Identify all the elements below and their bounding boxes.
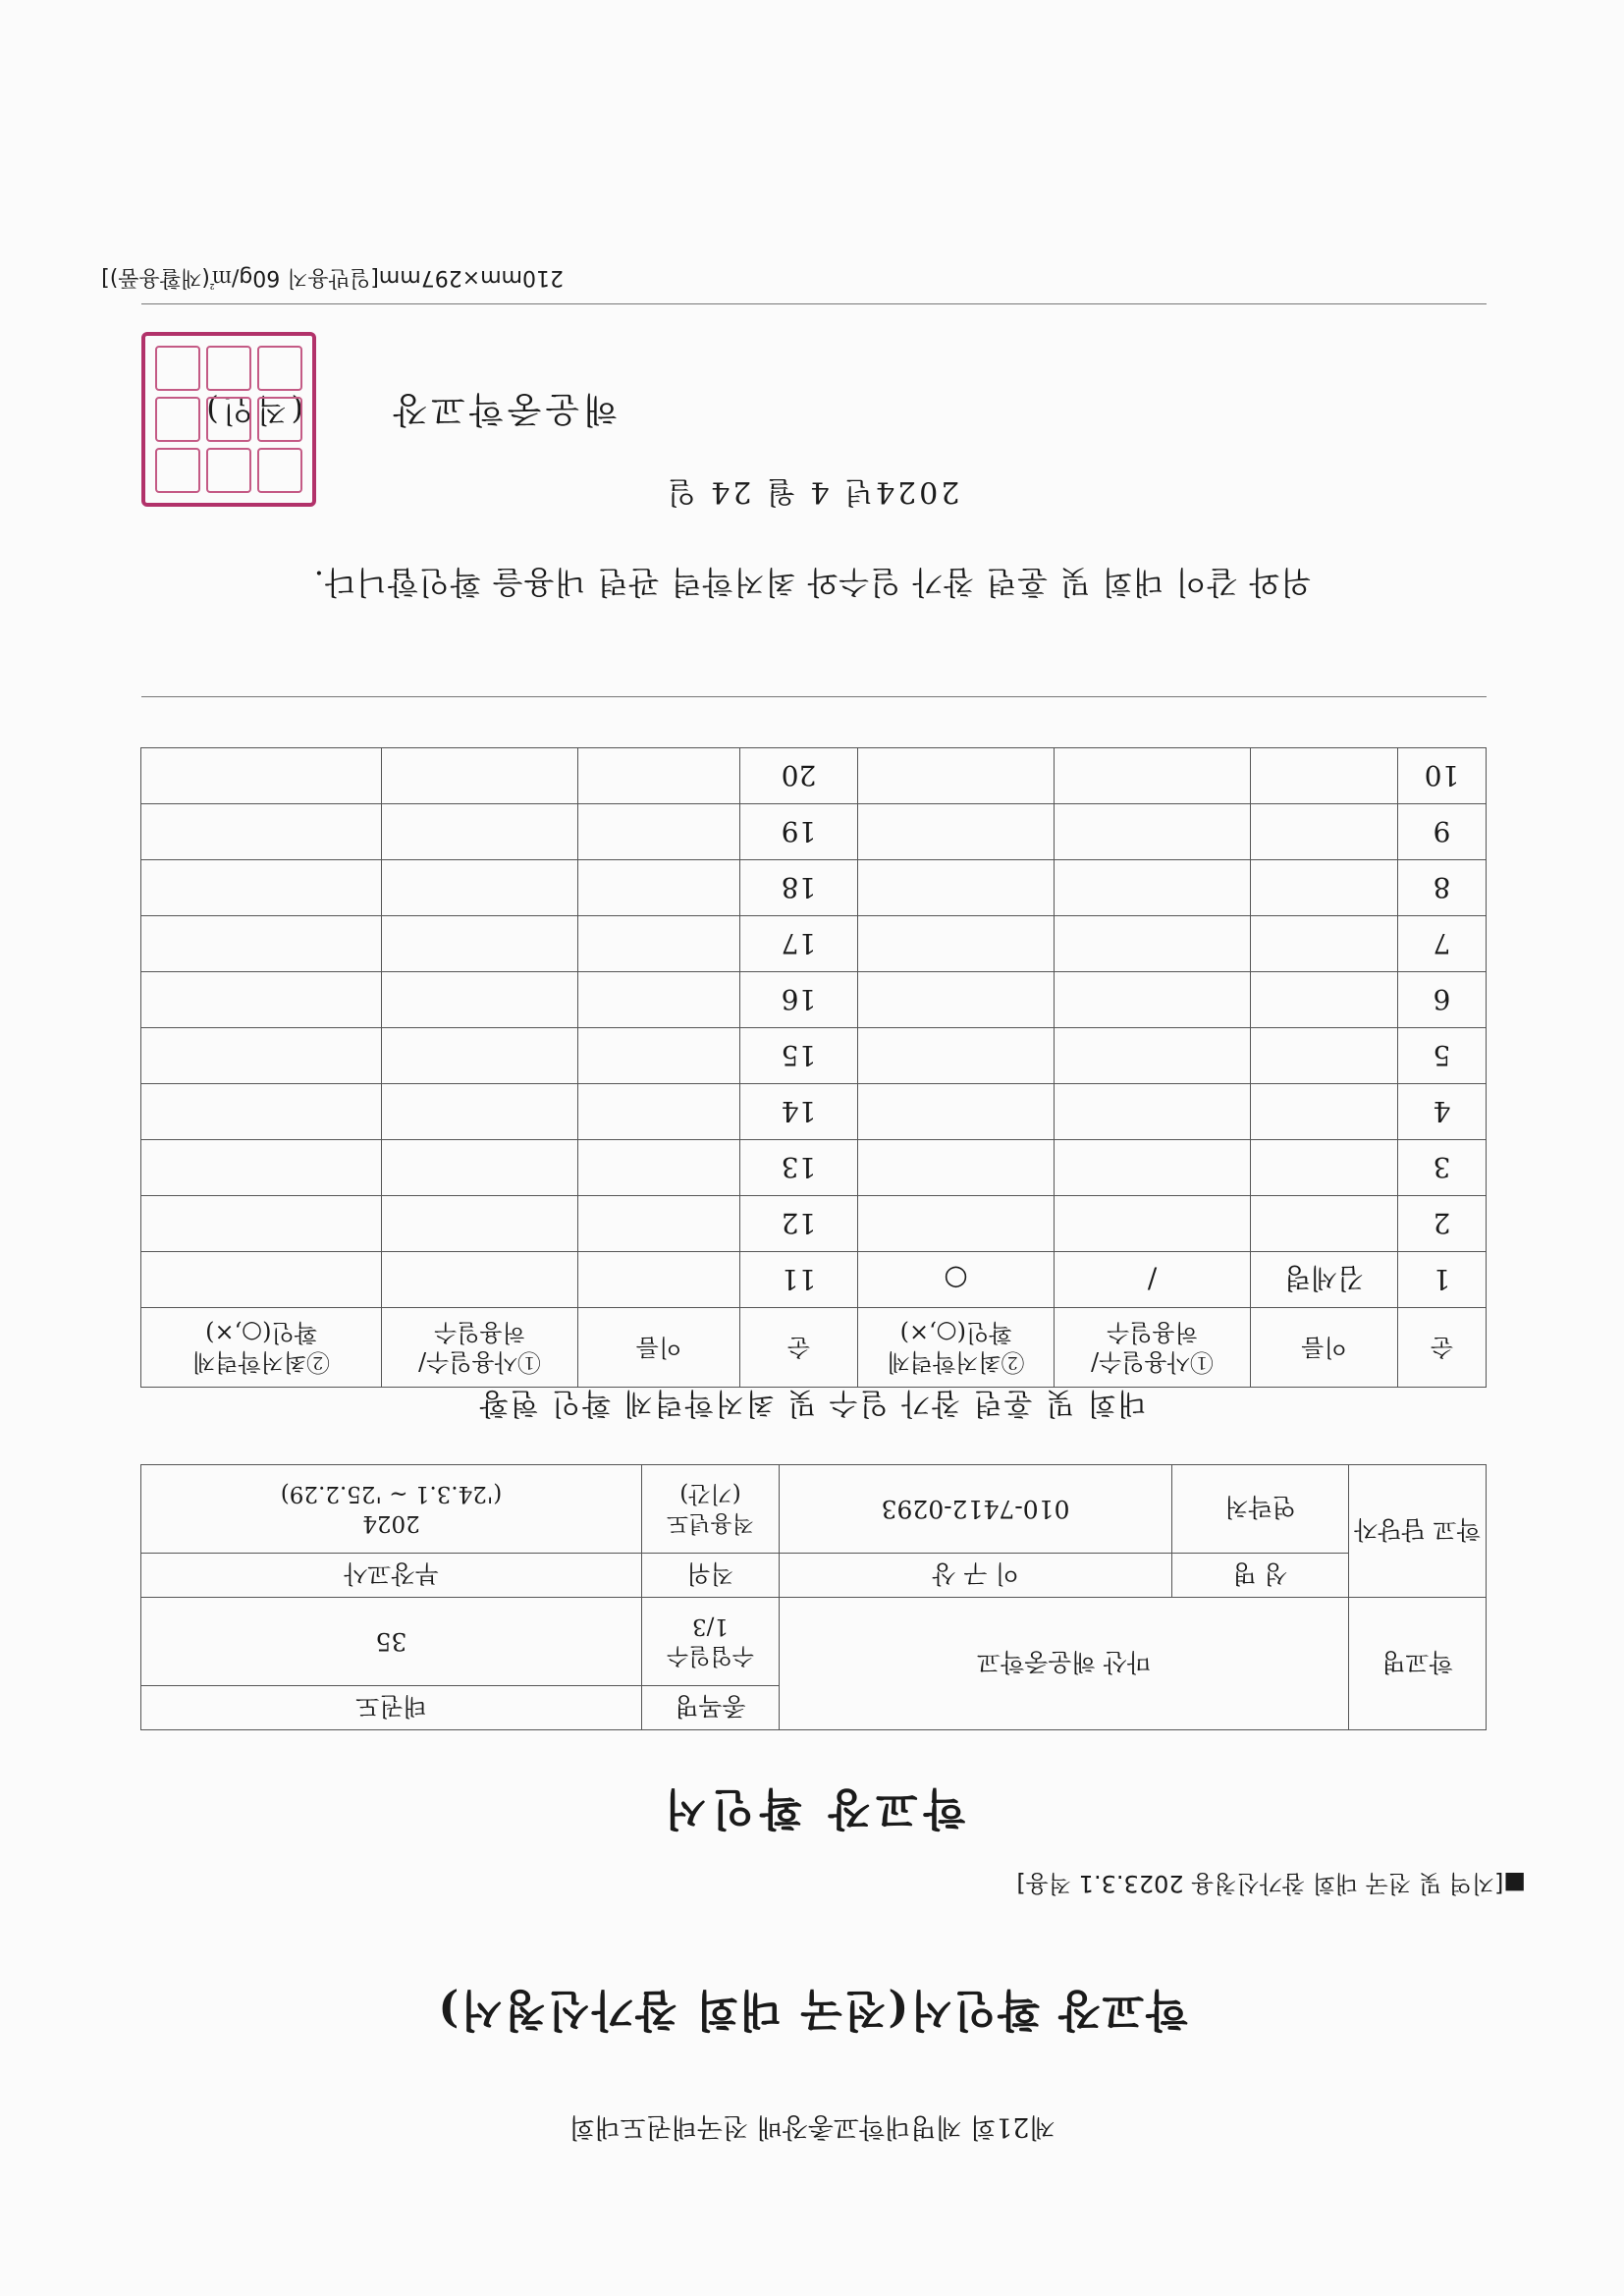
row-no-2: 15 <box>740 1028 858 1084</box>
row-name-2 <box>578 1028 740 1084</box>
table-row <box>141 1140 1487 1196</box>
col-min-2-line2: 확인(○,×) <box>205 1319 317 1346</box>
row-used <box>1055 1028 1251 1084</box>
row-used-2 <box>382 916 578 972</box>
row-no: 10 <box>1398 748 1487 804</box>
label-manager: 학교 담당자 <box>1349 1465 1487 1598</box>
section-title: 학교장 확인서 <box>658 1783 966 1833</box>
table-row <box>141 972 1487 1028</box>
row-min-2 <box>141 972 382 1028</box>
col-name-2: 이름 <box>578 1308 740 1388</box>
row-used-2 <box>382 748 578 804</box>
table-row <box>141 804 1487 860</box>
label-position: 직위 <box>642 1554 780 1598</box>
row-name <box>1251 860 1398 916</box>
row-used-2 <box>382 804 578 860</box>
row-used-2 <box>382 1028 578 1084</box>
row-min <box>858 748 1055 804</box>
row-used: / <box>1055 1252 1251 1308</box>
event-name: 제21회 제명대학교총장배 전국태권도대회 <box>568 2111 1056 2142</box>
row-min <box>858 1140 1055 1196</box>
row-used <box>1055 804 1251 860</box>
label-event: 종목명 <box>642 1686 780 1730</box>
row-no-2: 13 <box>740 1140 858 1196</box>
row-used <box>1055 1084 1251 1140</box>
row-min <box>858 860 1055 916</box>
row-used-2 <box>382 1084 578 1140</box>
manager-name: 이 구 상 <box>780 1554 1172 1598</box>
row-name-2 <box>578 748 740 804</box>
row-name <box>1251 1196 1398 1252</box>
application-note: ■[지역 및 전국 대회 참가신청용 2023.3.1 적용] <box>1016 1870 1526 1897</box>
row-min-2 <box>141 916 382 972</box>
label-period: (기간) <box>679 1481 741 1507</box>
school-name: 마산 해운중학교 <box>780 1598 1349 1730</box>
label-year: 적용년도 <box>667 1510 754 1537</box>
row-used <box>1055 1140 1251 1196</box>
table-row <box>141 748 1487 804</box>
col-used-2 <box>382 1308 578 1388</box>
row-used <box>1055 916 1251 972</box>
year-value: 2024 <box>362 1510 420 1537</box>
year-value-cell <box>141 1465 642 1554</box>
row-name <box>1251 1140 1398 1196</box>
col-used-2-line1: ①사용일수/ <box>418 1348 541 1376</box>
row-no-2: 19 <box>740 804 858 860</box>
label-contact: 연락처 <box>1172 1465 1349 1554</box>
row-used-2 <box>382 1140 578 1196</box>
label-school: 학교명 <box>1349 1598 1487 1730</box>
row-name <box>1251 1084 1398 1140</box>
row-no: 5 <box>1398 1028 1487 1084</box>
issue-date: 2024년 4 월 24 일 <box>664 474 960 509</box>
row-name-2 <box>578 860 740 916</box>
confirmation-text: 위와 같이 대회 및 훈련 참가 일수와 최저학력 관련 내용을 확인합니다. <box>312 564 1312 601</box>
document-title: 학교장 확인서(전국 대회 참가신청서) <box>436 1985 1188 2035</box>
row-name <box>1251 916 1398 972</box>
row-no-2: 17 <box>740 916 858 972</box>
position-value: 부장교사 <box>141 1554 642 1598</box>
row-no: 9 <box>1398 804 1487 860</box>
row-min-2 <box>141 1252 382 1308</box>
row-name <box>1251 804 1398 860</box>
row-name-2 <box>578 972 740 1028</box>
row-used-2 <box>382 860 578 916</box>
row-min-2 <box>141 1140 382 1196</box>
class-days-value: 1/3 <box>692 1613 730 1640</box>
row-no: 2 <box>1398 1196 1487 1252</box>
row-used <box>1055 972 1251 1028</box>
row-no: 3 <box>1398 1140 1487 1196</box>
row-min-2 <box>141 860 382 916</box>
row-no: 4 <box>1398 1084 1487 1140</box>
contact-value: 010-7412-0293 <box>780 1465 1172 1554</box>
row-min-2 <box>141 1196 382 1252</box>
col-no-2: 순 <box>740 1308 858 1388</box>
row-name-2 <box>578 1196 740 1252</box>
row-used <box>1055 748 1251 804</box>
col-min-line2: 확인(○,×) <box>899 1319 1012 1346</box>
row-name <box>1251 748 1398 804</box>
table-row <box>141 860 1487 916</box>
row-no-2: 14 <box>740 1084 858 1140</box>
col-used <box>1055 1308 1251 1388</box>
row-name-2 <box>578 916 740 972</box>
row-no-2: 16 <box>740 972 858 1028</box>
status-title: 대회 및 훈련 참가 일수 및 최저학력제 확인 현황 <box>477 1386 1147 1420</box>
row-min <box>858 1084 1055 1140</box>
footer-divider <box>141 303 1487 304</box>
row-min-2 <box>141 1084 382 1140</box>
table-bottom-line <box>141 696 1487 697</box>
row-used-2 <box>382 1252 578 1308</box>
row-name-2 <box>578 1252 740 1308</box>
col-used-line2: 허용일수 <box>1107 1319 1198 1346</box>
row-used <box>1055 860 1251 916</box>
label-name: 성 명 <box>1172 1554 1349 1598</box>
row-no: 7 <box>1398 916 1487 972</box>
class-total-value: 35 <box>141 1598 642 1686</box>
row-used-2 <box>382 972 578 1028</box>
row-used <box>1055 1196 1251 1252</box>
col-name: 이름 <box>1251 1308 1398 1388</box>
col-min-line1: ②최저학력제 <box>887 1348 1025 1376</box>
row-min: ○ <box>858 1252 1055 1308</box>
row-no: 8 <box>1398 860 1487 916</box>
row-min-2 <box>141 804 382 860</box>
table-row <box>141 916 1487 972</box>
period-value: ('24.3.1 ~ '25.2.29) <box>280 1481 503 1507</box>
row-min <box>858 1196 1055 1252</box>
row-name <box>1251 972 1398 1028</box>
row-no-2: 18 <box>740 860 858 916</box>
row-no: 1 <box>1398 1252 1487 1308</box>
row-name-2 <box>578 1084 740 1140</box>
table-row <box>141 1028 1487 1084</box>
seal-mark: (직인) <box>202 392 303 429</box>
col-min-2-line1: ②최저학력제 <box>192 1348 330 1376</box>
class-days-cell <box>642 1598 780 1686</box>
school-info-table <box>140 1464 1487 1730</box>
row-min-2 <box>141 748 382 804</box>
row-name-2 <box>578 1140 740 1196</box>
row-no: 6 <box>1398 972 1487 1028</box>
label-class-count: 수업일수 <box>667 1643 754 1669</box>
row-no-2: 12 <box>740 1196 858 1252</box>
row-name <box>1251 1028 1398 1084</box>
col-min <box>858 1308 1055 1388</box>
row-min <box>858 916 1055 972</box>
year-label-cell <box>642 1465 780 1554</box>
participant-table <box>140 747 1487 1388</box>
row-no-2: 20 <box>740 748 858 804</box>
row-no-2: 11 <box>740 1252 858 1308</box>
seal-pattern <box>155 346 302 493</box>
event-name-value: 태권도 <box>141 1686 642 1730</box>
row-min-2 <box>141 1028 382 1084</box>
row-min <box>858 972 1055 1028</box>
table-row <box>141 1252 1487 1308</box>
table-row <box>141 1084 1487 1140</box>
col-used-2-line2: 허용일수 <box>434 1319 525 1346</box>
row-min <box>858 804 1055 860</box>
row-name-2 <box>578 804 740 860</box>
paper-spec: 210mm×297mm[일반용지 60g/㎡(재활용품)] <box>101 265 564 290</box>
col-no: 순 <box>1398 1308 1487 1388</box>
official-seal-icon <box>141 332 316 507</box>
row-min <box>858 1028 1055 1084</box>
row-used-2 <box>382 1196 578 1252</box>
table-row <box>141 1196 1487 1252</box>
col-min-2 <box>141 1308 382 1388</box>
row-name: 김세령 <box>1251 1252 1398 1308</box>
principal-name: 해운중학교장 <box>389 389 618 429</box>
col-used-line1: ①사용일수/ <box>1091 1348 1214 1376</box>
